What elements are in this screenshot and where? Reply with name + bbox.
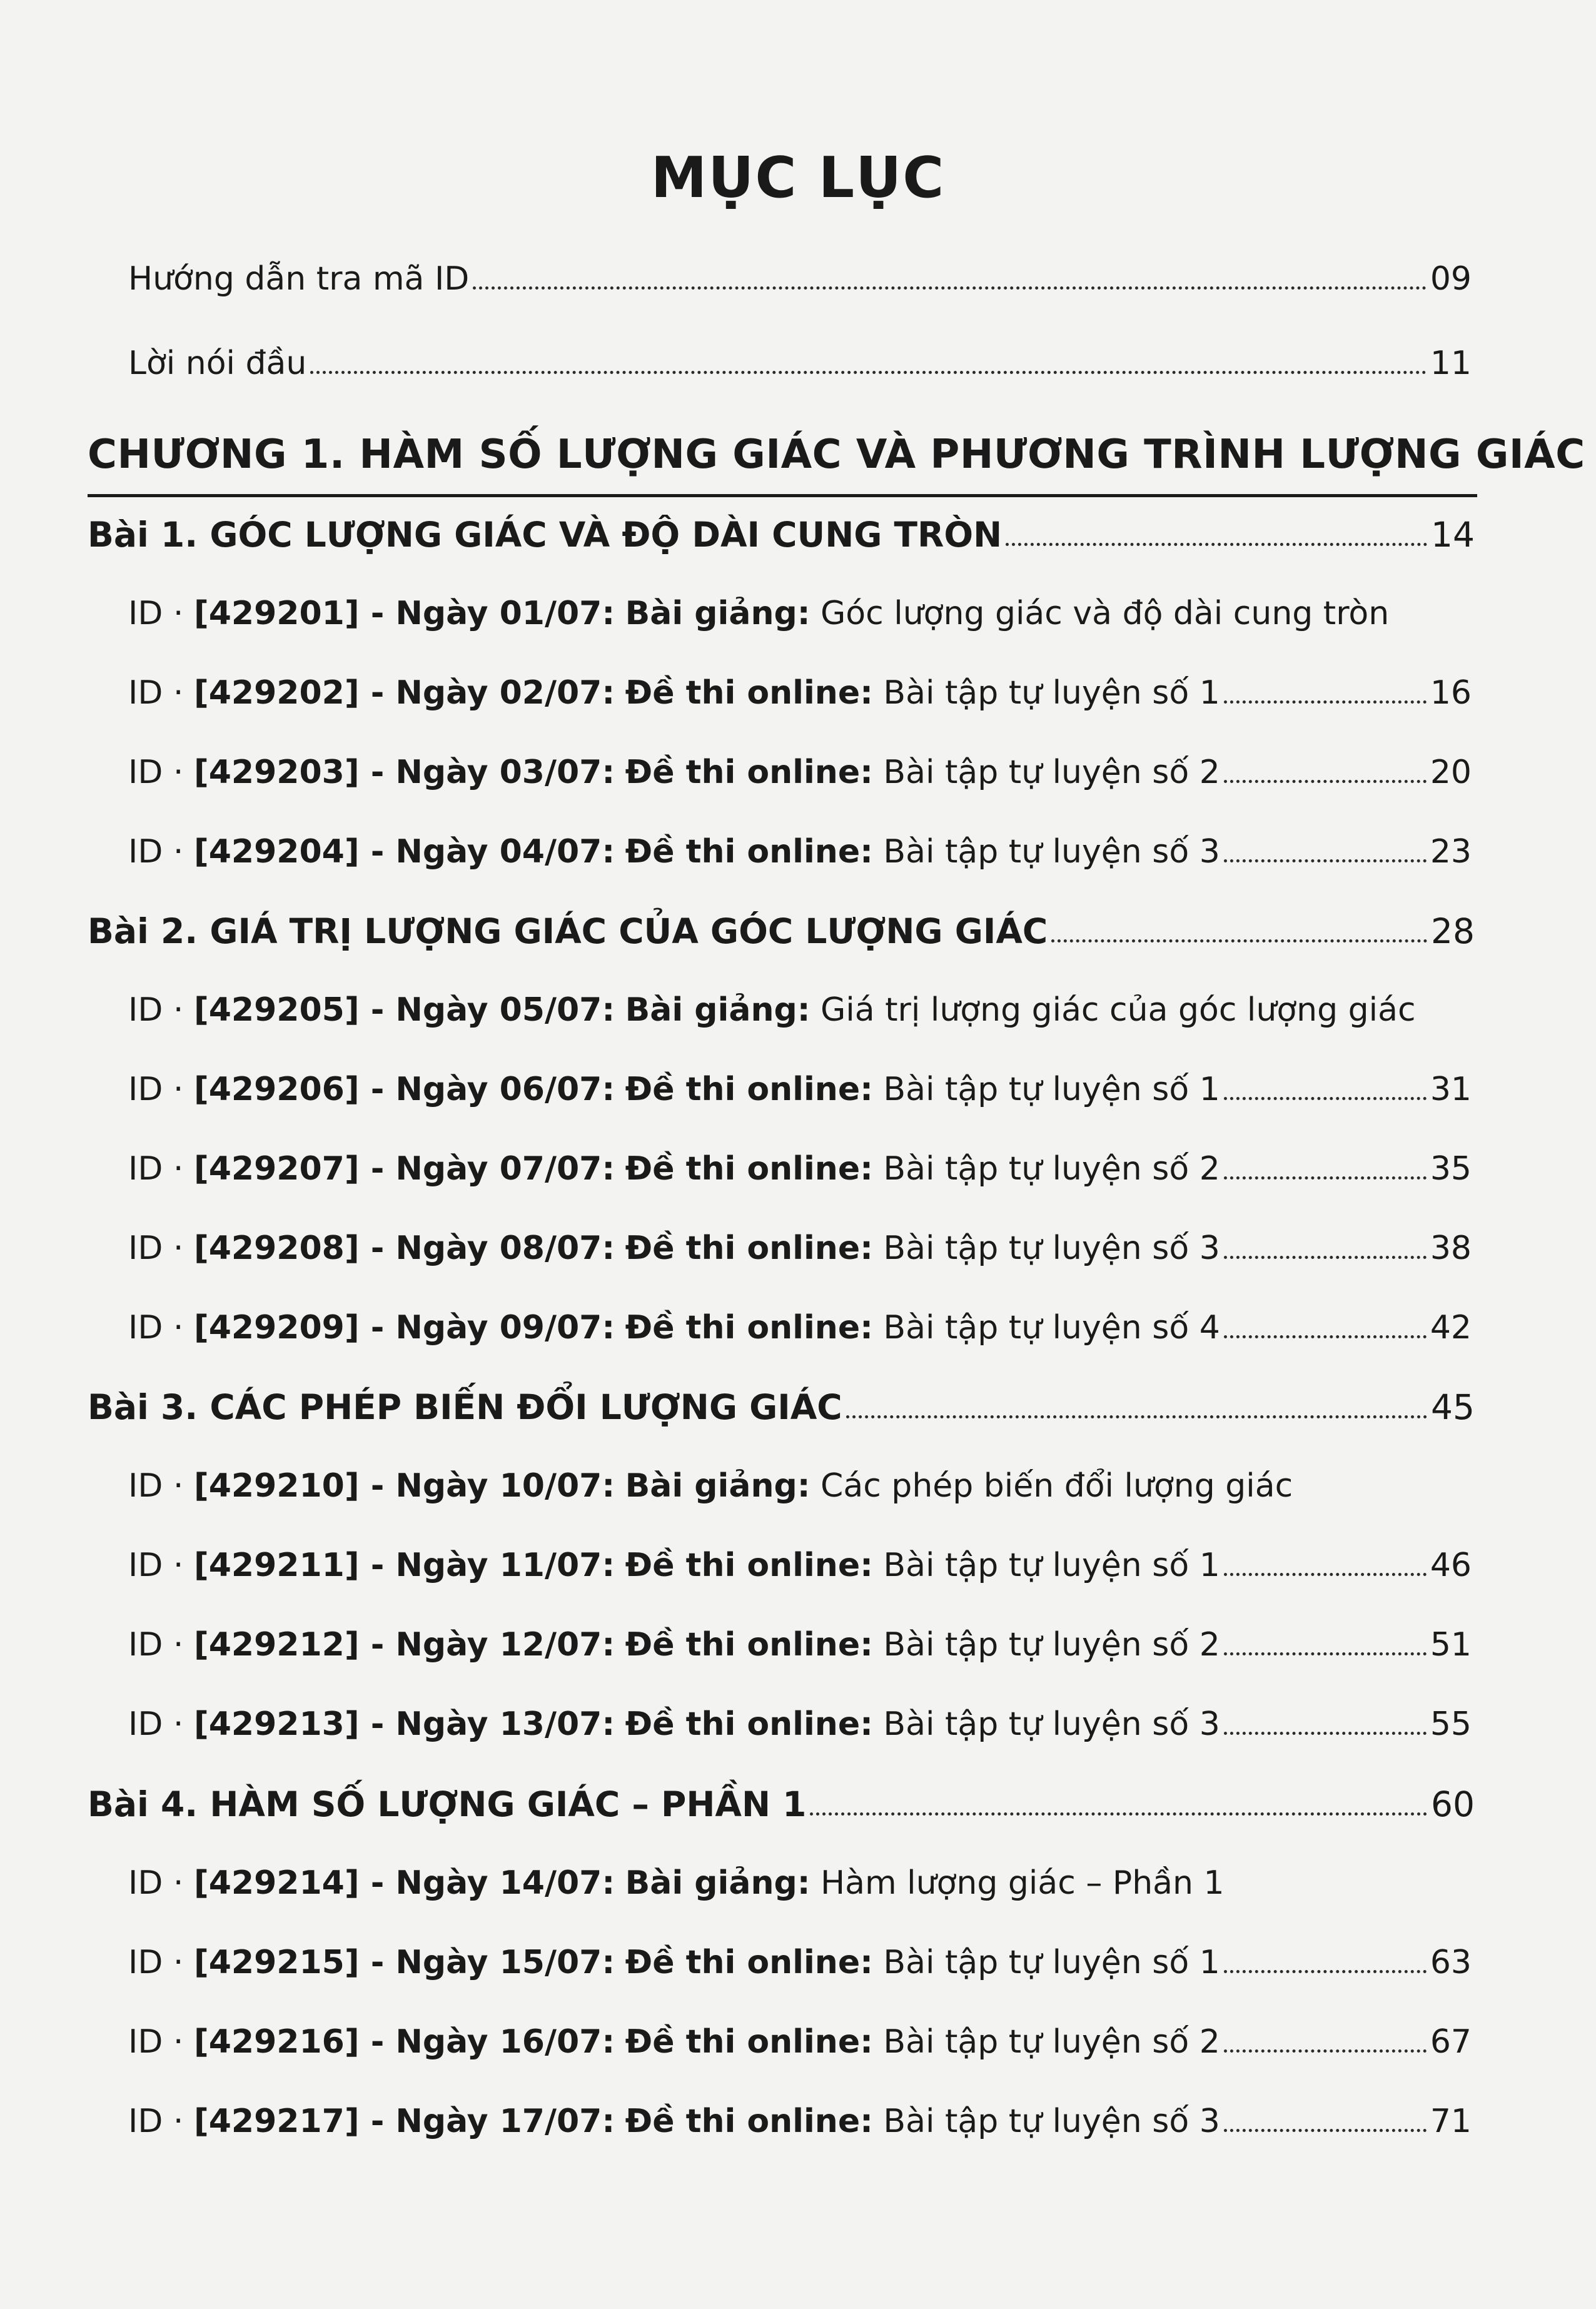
entry-kind: Đề thi online:	[625, 833, 873, 871]
toc-page-number: 60	[1431, 1784, 1475, 1824]
dot-leader	[1224, 1153, 1427, 1185]
dot-leader	[1224, 1946, 1427, 1979]
toc-page-number: 14	[1431, 515, 1475, 555]
entry-id-prefix: ID ·	[128, 991, 194, 1029]
toc-entry[interactable]	[128, 991, 1472, 1029]
entry-code: [429216] - Ngày 16/07:	[193, 2023, 615, 2061]
lesson-title: Bài 1. GÓC LƯỢNG GIÁC VÀ ĐỘ DÀI CUNG TRÒN	[88, 515, 1003, 555]
entry-kind: Đề thi online:	[625, 674, 873, 712]
entry-id-prefix: ID ·	[128, 833, 194, 871]
dot-leader	[1224, 1232, 1427, 1265]
toc-intro-row[interactable]	[128, 260, 1472, 298]
entry-description: Bài tập tự luyện số 1	[883, 1944, 1220, 1981]
entry-description: Bài tập tự luyện số 1	[883, 1071, 1220, 1108]
toc-entry-text: Hướng dẫn tra mã ID	[128, 260, 470, 298]
dot-leader	[310, 347, 1426, 380]
dot-leader	[1224, 1311, 1427, 1344]
dot-leader	[846, 1390, 1427, 1425]
entry-code: [429207] - Ngày 07/07:	[193, 1150, 615, 1188]
dot-leader	[1224, 1073, 1427, 1106]
entry-code: [429203] - Ngày 03/07:	[193, 754, 615, 791]
chapter-heading: CHƯƠNG 1. HÀM SỐ LƯỢNG GIÁC VÀ PHƯƠNG TRÌNH LƯỢNG GIÁC	[88, 432, 1585, 478]
toc-entry-text: Lời nói đầu	[128, 345, 307, 382]
toc-page-number: 71	[1430, 2103, 1472, 2140]
toc-page-number: 51	[1430, 1626, 1472, 1664]
toc-entry[interactable]	[128, 2105, 1472, 2138]
dot-leader	[1224, 756, 1427, 789]
dot-leader	[1224, 1549, 1427, 1582]
entry-code: [429211] - Ngày 11/07:	[193, 1547, 615, 1584]
entry-kind: Đề thi online:	[625, 754, 873, 791]
entry-description: Bài tập tự luyện số 2	[883, 1150, 1220, 1188]
entry-code: [429217] - Ngày 17/07:	[193, 2103, 615, 2140]
entry-code: [429209] - Ngày 09/07:	[193, 1309, 615, 1346]
entry-code: [429206] - Ngày 06/07:	[193, 1071, 615, 1108]
toc-page-number: 35	[1430, 1150, 1472, 1188]
entry-description: Các phép biến đổi lượng giác	[821, 1467, 1293, 1505]
toc-entry[interactable]	[128, 597, 1472, 630]
entry-kind: Đề thi online:	[625, 1626, 873, 1664]
entry-description: Bài tập tự luyện số 3	[883, 2103, 1220, 2140]
entry-description: Bài tập tự luyện số 2	[883, 2023, 1220, 2061]
toc-page-number: 46	[1430, 1547, 1472, 1584]
lesson-title: Bài 2. GIÁ TRỊ LƯỢNG GIÁC CỦA GÓC LƯỢNG GIÁC	[88, 911, 1048, 951]
chapter-divider	[88, 494, 1477, 497]
entry-kind: Đề thi online:	[625, 1705, 873, 1743]
toc-entry[interactable]	[128, 1073, 1472, 1106]
entry-id-prefix: ID ·	[128, 2103, 194, 2140]
toc-page-number: 67	[1430, 2023, 1472, 2061]
toc-entry[interactable]	[128, 1150, 1472, 1188]
dot-leader	[1006, 518, 1427, 552]
entry-id-prefix: ID ·	[128, 1150, 194, 1188]
toc-page-number: 23	[1430, 833, 1472, 871]
toc-page-number: 20	[1430, 754, 1472, 791]
toc-entry[interactable]	[128, 1549, 1472, 1582]
lesson-title: Bài 4. HÀM SỐ LƯỢNG GIÁC – PHẦN 1	[88, 1784, 807, 1824]
toc-entry[interactable]	[128, 1705, 1472, 1743]
entry-kind: Đề thi online:	[625, 1547, 873, 1584]
entry-code: [429204] - Ngày 04/07:	[193, 833, 615, 871]
lesson-heading[interactable]	[88, 1387, 1475, 1427]
entry-code: [429215] - Ngày 15/07:	[193, 1944, 615, 1981]
entry-code: [429201] - Ngày 01/07:	[193, 595, 615, 632]
entry-kind: Đề thi online:	[625, 1230, 873, 1267]
toc-entry[interactable]	[128, 674, 1472, 712]
dot-leader	[1224, 2026, 1427, 2058]
entry-code: [429208] - Ngày 08/07:	[193, 1230, 615, 1267]
entry-kind: Bài giảng:	[625, 1864, 811, 1902]
entry-kind: Bài giảng:	[625, 595, 811, 632]
entry-kind: Bài giảng:	[625, 991, 811, 1029]
entry-id-prefix: ID ·	[128, 1705, 194, 1743]
toc-page-number: 16	[1430, 674, 1472, 712]
toc-entry[interactable]	[128, 1232, 1472, 1265]
lesson-heading[interactable]	[88, 911, 1475, 951]
entry-description: Giá trị lượng giác của góc lượng giác	[821, 991, 1416, 1029]
entry-id-prefix: ID ·	[128, 1309, 194, 1346]
entry-description: Bài tập tự luyện số 3	[883, 833, 1220, 871]
dot-leader	[1224, 677, 1427, 709]
entry-description: Góc lượng giác và độ dài cung tròn	[821, 595, 1390, 632]
lesson-heading[interactable]	[88, 1784, 1475, 1824]
dot-leader	[473, 263, 1427, 295]
entry-code: [429205] - Ngày 05/07:	[193, 991, 615, 1029]
entry-kind: Đề thi online:	[625, 2103, 873, 2140]
entry-kind: Đề thi online:	[625, 1150, 873, 1188]
toc-entry[interactable]	[128, 1626, 1472, 1664]
entry-description: Bài tập tự luyện số 1	[883, 674, 1220, 712]
dot-leader	[1224, 1629, 1427, 1661]
entry-id-prefix: ID ·	[128, 1071, 194, 1108]
entry-description: Bài tập tự luyện số 3	[883, 1705, 1220, 1743]
entry-kind: Đề thi online:	[625, 1309, 873, 1346]
toc-entry[interactable]	[128, 1311, 1472, 1344]
entry-code: [429202] - Ngày 02/07:	[193, 674, 615, 712]
entry-id-prefix: ID ·	[128, 1467, 194, 1505]
entry-code: [429212] - Ngày 12/07:	[193, 1626, 615, 1664]
toc-page-number: 55	[1430, 1705, 1472, 1743]
lesson-title: Bài 3. CÁC PHÉP BIẾN ĐỔI LƯỢNG GIÁC	[88, 1387, 842, 1427]
toc-page-number: 45	[1431, 1387, 1475, 1427]
lesson-heading[interactable]	[88, 515, 1475, 555]
entry-code: [429213] - Ngày 13/07:	[193, 1705, 615, 1743]
entry-id-prefix: ID ·	[128, 754, 194, 791]
entry-id-prefix: ID ·	[128, 595, 194, 632]
entry-id-prefix: ID ·	[128, 1864, 194, 1902]
dot-leader	[1224, 836, 1427, 868]
toc-intro-row[interactable]	[128, 347, 1472, 380]
toc-entry[interactable]	[128, 833, 1472, 871]
entry-description: Bài tập tự luyện số 3	[883, 1230, 1220, 1267]
entry-kind: Đề thi online:	[625, 1071, 873, 1108]
entry-description: Bài tập tự luyện số 2	[883, 754, 1220, 791]
toc-page-number: 11	[1430, 345, 1472, 382]
entry-id-prefix: ID ·	[128, 1626, 194, 1664]
toc-page-number: 31	[1430, 1071, 1472, 1108]
toc-page-number: 09	[1430, 260, 1472, 298]
dot-leader	[1224, 2105, 1427, 2138]
toc-page-number: 28	[1431, 911, 1475, 951]
entry-id-prefix: ID ·	[128, 2023, 194, 2061]
entry-kind: Đề thi online:	[625, 2023, 873, 2061]
entry-description: Bài tập tự luyện số 2	[883, 1626, 1220, 1664]
toc-entry[interactable]	[128, 1946, 1472, 1979]
dot-leader	[1224, 1708, 1427, 1741]
entry-id-prefix: ID ·	[128, 1230, 194, 1267]
entry-code: [429214] - Ngày 14/07:	[193, 1864, 615, 1902]
entry-kind: Đề thi online:	[625, 1944, 873, 1981]
dot-leader	[1051, 914, 1427, 949]
entry-description: Bài tập tự luyện số 1	[883, 1547, 1220, 1584]
toc-entry[interactable]	[128, 1864, 1472, 1902]
toc-entry[interactable]	[128, 756, 1472, 789]
toc-entry[interactable]	[128, 1467, 1472, 1505]
dot-leader	[810, 1787, 1427, 1822]
entry-code: [429210] - Ngày 10/07:	[193, 1467, 615, 1505]
entry-description: Hàm lượng giác – Phần 1	[821, 1864, 1225, 1902]
page-title: MỤC LỤC	[650, 145, 946, 211]
toc-page-number: 38	[1430, 1230, 1472, 1267]
entry-id-prefix: ID ·	[128, 1547, 194, 1584]
toc-page-number: 42	[1430, 1309, 1472, 1346]
entry-kind: Bài giảng:	[625, 1467, 811, 1505]
entry-description: Bài tập tự luyện số 4	[883, 1309, 1220, 1346]
entry-id-prefix: ID ·	[128, 674, 194, 712]
toc-entry[interactable]	[128, 2023, 1472, 2061]
entry-id-prefix: ID ·	[128, 1944, 194, 1981]
toc-page-number: 63	[1430, 1944, 1472, 1981]
